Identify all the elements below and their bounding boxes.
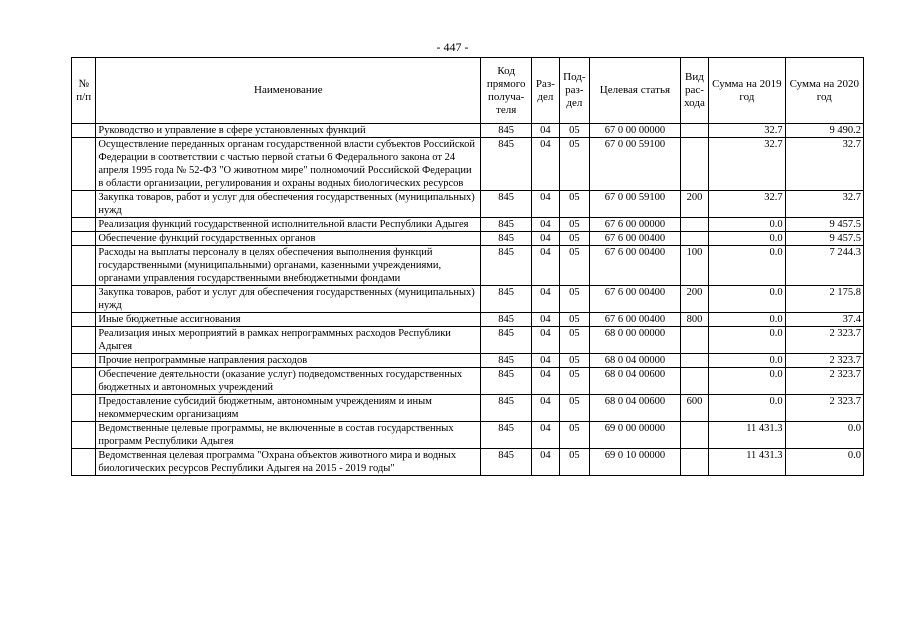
row-num-cell xyxy=(72,218,96,232)
row-code-cell: 845 xyxy=(481,354,532,368)
row-podrazdel-cell: 05 xyxy=(559,368,590,395)
row-sum-2020-cell: 0.0 xyxy=(785,422,863,449)
row-name-cell: Ведомственная целевая программа "Охрана объектов животного мира и водных биологических ресурсов Республики Адыгея на 2015 - 2019 годы" xyxy=(96,449,481,476)
row-sum-2020-cell: 9 457.5 xyxy=(785,218,863,232)
row-vid-cell xyxy=(680,327,709,354)
row-vid-cell: 200 xyxy=(680,286,709,313)
row-num-cell xyxy=(72,354,96,368)
row-razdel-cell: 04 xyxy=(532,368,559,395)
row-target-cell: 67 6 00 00400 xyxy=(590,313,681,327)
row-sum-2020-cell: 32.7 xyxy=(785,191,863,218)
row-razdel-cell: 04 xyxy=(532,395,559,422)
row-code-cell: 845 xyxy=(481,138,532,191)
row-sum-2020-cell: 37.4 xyxy=(785,313,863,327)
row-code-cell: 845 xyxy=(481,218,532,232)
table-row xyxy=(72,246,864,286)
row-name-cell: Обеспечение функций государственных органов xyxy=(96,232,481,246)
table-row xyxy=(72,286,864,313)
table-row xyxy=(72,313,864,327)
row-sum-2020-cell: 7 244.3 xyxy=(785,246,863,286)
row-vid-cell: 100 xyxy=(680,246,709,286)
row-podrazdel-cell: 05 xyxy=(559,191,590,218)
row-num-cell xyxy=(72,246,96,286)
row-sum-2019-cell: 0.0 xyxy=(709,368,785,395)
row-target-cell: 67 6 00 00000 xyxy=(590,218,681,232)
row-podrazdel-cell: 05 xyxy=(559,313,590,327)
row-sum-2019-cell: 11 431.3 xyxy=(709,449,785,476)
row-sum-2019-cell: 32.7 xyxy=(709,191,785,218)
row-sum-2020-cell: 0.0 xyxy=(785,449,863,476)
row-code-cell: 845 xyxy=(481,449,532,476)
row-sum-2020-cell: 9 457.5 xyxy=(785,232,863,246)
row-vid-cell xyxy=(680,449,709,476)
row-vid-cell xyxy=(680,218,709,232)
row-num-cell xyxy=(72,395,96,422)
row-name-cell: Руководство и управление в сфере установленных функций xyxy=(96,124,481,138)
row-target-cell: 67 6 00 00400 xyxy=(590,286,681,313)
row-sum-2019-cell: 0.0 xyxy=(709,395,785,422)
table-row xyxy=(72,218,864,232)
row-code-cell: 845 xyxy=(481,327,532,354)
row-razdel-cell: 04 xyxy=(532,354,559,368)
row-podrazdel-cell: 05 xyxy=(559,218,590,232)
table-row xyxy=(72,124,864,138)
row-target-cell: 69 0 10 00000 xyxy=(590,449,681,476)
row-podrazdel-cell: 05 xyxy=(559,354,590,368)
row-razdel-cell: 04 xyxy=(532,286,559,313)
row-sum-2019-cell: 0.0 xyxy=(709,232,785,246)
row-num-cell xyxy=(72,422,96,449)
row-target-cell: 67 0 00 59100 xyxy=(590,138,681,191)
table-row xyxy=(72,368,864,395)
row-num-cell xyxy=(72,368,96,395)
row-sum-2019-cell: 0.0 xyxy=(709,218,785,232)
row-vid-cell: 200 xyxy=(680,191,709,218)
row-sum-2020-cell: 2 175.8 xyxy=(785,286,863,313)
row-code-cell: 845 xyxy=(481,191,532,218)
row-code-cell: 845 xyxy=(481,395,532,422)
header-vid: Вид рас-хода xyxy=(680,58,709,124)
row-vid-cell xyxy=(680,124,709,138)
row-razdel-cell: 04 xyxy=(532,191,559,218)
row-vid-cell xyxy=(680,422,709,449)
row-razdel-cell: 04 xyxy=(532,313,559,327)
table-row xyxy=(72,327,864,354)
table-row xyxy=(72,191,864,218)
row-code-cell: 845 xyxy=(481,422,532,449)
table-row xyxy=(72,449,864,476)
row-name-cell: Иные бюджетные ассигнования xyxy=(96,313,481,327)
header-razdel: Раз-дел xyxy=(532,58,559,124)
row-target-cell: 68 0 04 00000 xyxy=(590,354,681,368)
row-code-cell: 845 xyxy=(481,232,532,246)
header-sum-2020: Сумма на 2020 год xyxy=(785,58,863,124)
header-podrazdel: Под-раз-дел xyxy=(559,58,590,124)
row-code-cell: 845 xyxy=(481,313,532,327)
table-row xyxy=(72,232,864,246)
row-target-cell: 67 0 00 59100 xyxy=(590,191,681,218)
row-razdel-cell: 04 xyxy=(532,232,559,246)
row-sum-2020-cell: 9 490.2 xyxy=(785,124,863,138)
row-razdel-cell: 04 xyxy=(532,138,559,191)
row-name-cell: Прочие непрограммные направления расходов xyxy=(96,354,481,368)
row-podrazdel-cell: 05 xyxy=(559,449,590,476)
row-sum-2019-cell: 32.7 xyxy=(709,124,785,138)
row-podrazdel-cell: 05 xyxy=(559,124,590,138)
header-name: Наименование xyxy=(96,58,481,124)
row-name-cell: Закупка товаров, работ и услуг для обеспечения государственных (муниципальных) нужд xyxy=(96,286,481,313)
row-podrazdel-cell: 05 xyxy=(559,246,590,286)
row-name-cell: Осуществление переданных органам государственной власти субъектов Российской Федерации в соответствии с частью первой статьи 6 Федерального закона от 24 апреля 1995 года № 52-ФЗ "О животном мире" полномочий Российской Федерации в области организации, регулирования и охраны водных биологических ресурсов xyxy=(96,138,481,191)
row-vid-cell xyxy=(680,138,709,191)
table-row xyxy=(72,422,864,449)
row-num-cell xyxy=(72,313,96,327)
row-code-cell: 845 xyxy=(481,124,532,138)
table-row xyxy=(72,395,864,422)
row-target-cell: 67 0 00 00000 xyxy=(590,124,681,138)
row-code-cell: 845 xyxy=(481,368,532,395)
table-row xyxy=(72,138,864,191)
row-sum-2020-cell: 2 323.7 xyxy=(785,395,863,422)
row-sum-2020-cell: 2 323.7 xyxy=(785,368,863,395)
row-sum-2020-cell: 32.7 xyxy=(785,138,863,191)
row-vid-cell xyxy=(680,232,709,246)
row-name-cell: Реализация функций государственной исполнительной власти Республики Адыгея xyxy=(96,218,481,232)
row-num-cell xyxy=(72,286,96,313)
row-code-cell: 845 xyxy=(481,246,532,286)
row-razdel-cell: 04 xyxy=(532,449,559,476)
budget-table xyxy=(71,57,864,476)
row-target-cell: 68 0 00 00000 xyxy=(590,327,681,354)
row-sum-2019-cell: 0.0 xyxy=(709,286,785,313)
row-razdel-cell: 04 xyxy=(532,327,559,354)
row-target-cell: 67 6 00 00400 xyxy=(590,246,681,286)
row-vid-cell: 800 xyxy=(680,313,709,327)
row-podrazdel-cell: 05 xyxy=(559,138,590,191)
row-podrazdel-cell: 05 xyxy=(559,286,590,313)
row-target-cell: 68 0 04 00600 xyxy=(590,368,681,395)
row-podrazdel-cell: 05 xyxy=(559,327,590,354)
row-name-cell: Предоставление субсидий бюджетным, автономным учреждениям и иным некоммерческим организациям xyxy=(96,395,481,422)
row-sum-2019-cell: 0.0 xyxy=(709,313,785,327)
row-sum-2020-cell: 2 323.7 xyxy=(785,327,863,354)
row-razdel-cell: 04 xyxy=(532,124,559,138)
row-num-cell xyxy=(72,191,96,218)
row-sum-2019-cell: 11 431.3 xyxy=(709,422,785,449)
row-sum-2019-cell: 32.7 xyxy=(709,138,785,191)
row-razdel-cell: 04 xyxy=(532,246,559,286)
row-num-cell xyxy=(72,124,96,138)
row-name-cell: Обеспечение деятельности (оказание услуг) подведомственных государственных бюджетных и автономных учреждений xyxy=(96,368,481,395)
row-target-cell: 67 6 00 00400 xyxy=(590,232,681,246)
row-sum-2020-cell: 2 323.7 xyxy=(785,354,863,368)
table-header-row xyxy=(72,58,864,124)
row-num-cell xyxy=(72,327,96,354)
row-sum-2019-cell: 0.0 xyxy=(709,246,785,286)
row-podrazdel-cell: 05 xyxy=(559,395,590,422)
header-num: № п/п xyxy=(72,58,96,124)
row-num-cell xyxy=(72,138,96,191)
row-name-cell: Закупка товаров, работ и услуг для обеспечения государственных (муниципальных) нужд xyxy=(96,191,481,218)
row-sum-2019-cell: 0.0 xyxy=(709,354,785,368)
row-razdel-cell: 04 xyxy=(532,218,559,232)
header-sum-2019: Сумма на 2019 год xyxy=(709,58,785,124)
header-code: Код прямого получа-теля xyxy=(481,58,532,124)
row-num-cell xyxy=(72,449,96,476)
row-razdel-cell: 04 xyxy=(532,422,559,449)
header-target: Целевая статья xyxy=(590,58,681,124)
row-target-cell: 69 0 00 00000 xyxy=(590,422,681,449)
row-podrazdel-cell: 05 xyxy=(559,422,590,449)
page-number: - 447 - xyxy=(436,40,469,54)
row-vid-cell xyxy=(680,354,709,368)
table-row xyxy=(72,354,864,368)
row-sum-2019-cell: 0.0 xyxy=(709,327,785,354)
row-num-cell xyxy=(72,232,96,246)
row-vid-cell: 600 xyxy=(680,395,709,422)
row-vid-cell xyxy=(680,368,709,395)
row-podrazdel-cell: 05 xyxy=(559,232,590,246)
row-name-cell: Реализация иных мероприятий в рамках непрограммных расходов Республики Адыгея xyxy=(96,327,481,354)
row-code-cell: 845 xyxy=(481,286,532,313)
row-target-cell: 68 0 04 00600 xyxy=(590,395,681,422)
row-name-cell: Ведомственные целевые программы, не включенные в состав государственных программ Республики Адыгея xyxy=(96,422,481,449)
row-name-cell: Расходы на выплаты персоналу в целях обеспечения выполнения функций государственными (муниципальными) органами, казенными учреждениями, органами управления государственными внебюджетными фондами xyxy=(96,246,481,286)
